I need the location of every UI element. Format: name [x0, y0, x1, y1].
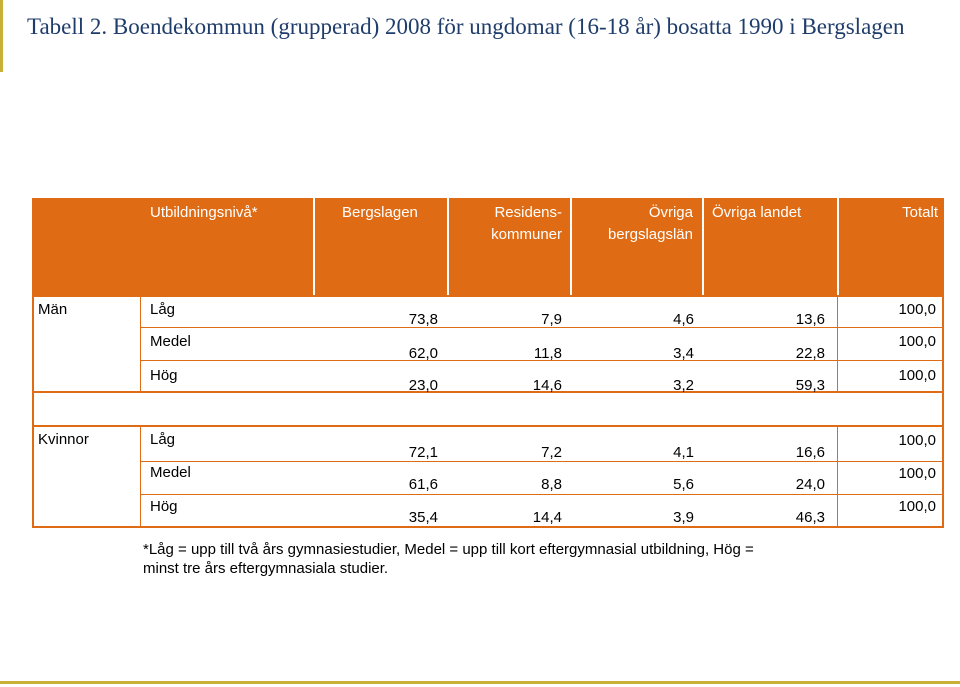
page-title: Tabell 2. Boendekommun (grupperad) 2008 för ungdomar (16-18 år) bosatta 1990 i Bergslagen	[27, 14, 905, 39]
title-bar	[0, 0, 960, 72]
cell-ovriga: 5,6	[673, 476, 694, 493]
cell-residens: 7,9	[541, 311, 562, 328]
cell-residens: 14,6	[532, 377, 562, 394]
header-divider	[313, 198, 315, 295]
header-ovriga-line2: bergslagslän	[607, 226, 693, 243]
bottom-rule	[0, 681, 960, 684]
header-residens-line1: Residens-	[494, 204, 562, 221]
cell-totalt: 100,0	[898, 432, 936, 449]
cell-ovriga: 4,1	[673, 444, 694, 461]
cell-totalt: 100,0	[898, 333, 936, 350]
header-ovriga-landet: Övriga landet	[712, 204, 802, 221]
level-label: Låg	[150, 301, 176, 318]
cell-bergslagen: 72,1	[408, 444, 438, 461]
header-divider	[447, 198, 449, 295]
column-divider	[140, 427, 141, 526]
cell-landet: 46,3	[795, 509, 825, 526]
header-ovriga-line1: Övriga	[648, 204, 693, 221]
column-divider	[837, 427, 838, 526]
cell-totalt: 100,0	[898, 465, 936, 482]
footnote	[143, 540, 903, 578]
level-label: Medel	[150, 464, 191, 481]
group-label: Män	[38, 301, 68, 318]
level-label: Hög	[150, 367, 178, 384]
row-divider	[140, 494, 837, 495]
cell-bergslagen: 73,8	[408, 311, 438, 328]
column-divider	[140, 297, 141, 391]
header-bergslagen: Bergslagen	[342, 204, 418, 221]
cell-residens: 7,2	[541, 444, 562, 461]
footnote-line: minst tre års eftergymnasiala studier.	[143, 560, 389, 577]
cell-totalt: 100,0	[898, 498, 936, 515]
header-residens	[462, 202, 562, 246]
cell-landet: 22,8	[795, 345, 825, 362]
header-totalt: Totalt	[902, 204, 938, 221]
cell-ovriga: 3,4	[673, 345, 694, 362]
cell-ovriga: 4,6	[673, 311, 694, 328]
footnote-line: *Låg = upp till två års gymnasiestudier, Medel = upp till kort eftergymnasial utbildning, Hög =	[143, 541, 754, 558]
cell-landet: 59,3	[795, 377, 825, 394]
cell-ovriga: 3,9	[673, 509, 694, 526]
cell-bergslagen: 23,0	[408, 377, 438, 394]
group-spacer	[32, 391, 944, 427]
row-divider	[837, 494, 944, 495]
cell-landet: 16,6	[795, 444, 825, 461]
cell-totalt: 100,0	[898, 367, 936, 384]
cell-ovriga: 3,2	[673, 377, 694, 394]
header-divider	[837, 198, 839, 295]
cell-bergslagen: 61,6	[408, 476, 438, 493]
row-divider	[837, 360, 944, 361]
header-divider	[570, 198, 572, 295]
level-label: Låg	[150, 431, 176, 448]
cell-landet: 24,0	[795, 476, 825, 493]
column-divider	[837, 297, 838, 391]
cell-landet: 13,6	[795, 311, 825, 328]
header-utbildningsniva: Utbildningsnivå*	[150, 204, 258, 221]
header-divider	[702, 198, 704, 295]
level-label: Hög	[150, 498, 178, 515]
cell-bergslagen: 35,4	[408, 509, 438, 526]
group-label: Kvinnor	[38, 431, 89, 448]
cell-residens: 11,8	[533, 345, 562, 362]
cell-residens: 14,4	[532, 509, 562, 526]
header-ovriga	[585, 202, 693, 246]
header-residens-line2: kommuner	[491, 226, 562, 243]
cell-totalt: 100,0	[898, 301, 936, 318]
level-label: Medel	[150, 333, 191, 350]
row-divider	[837, 327, 944, 328]
cell-bergslagen: 62,0	[408, 345, 438, 362]
row-divider	[837, 461, 944, 462]
cell-residens: 8,8	[541, 476, 562, 493]
